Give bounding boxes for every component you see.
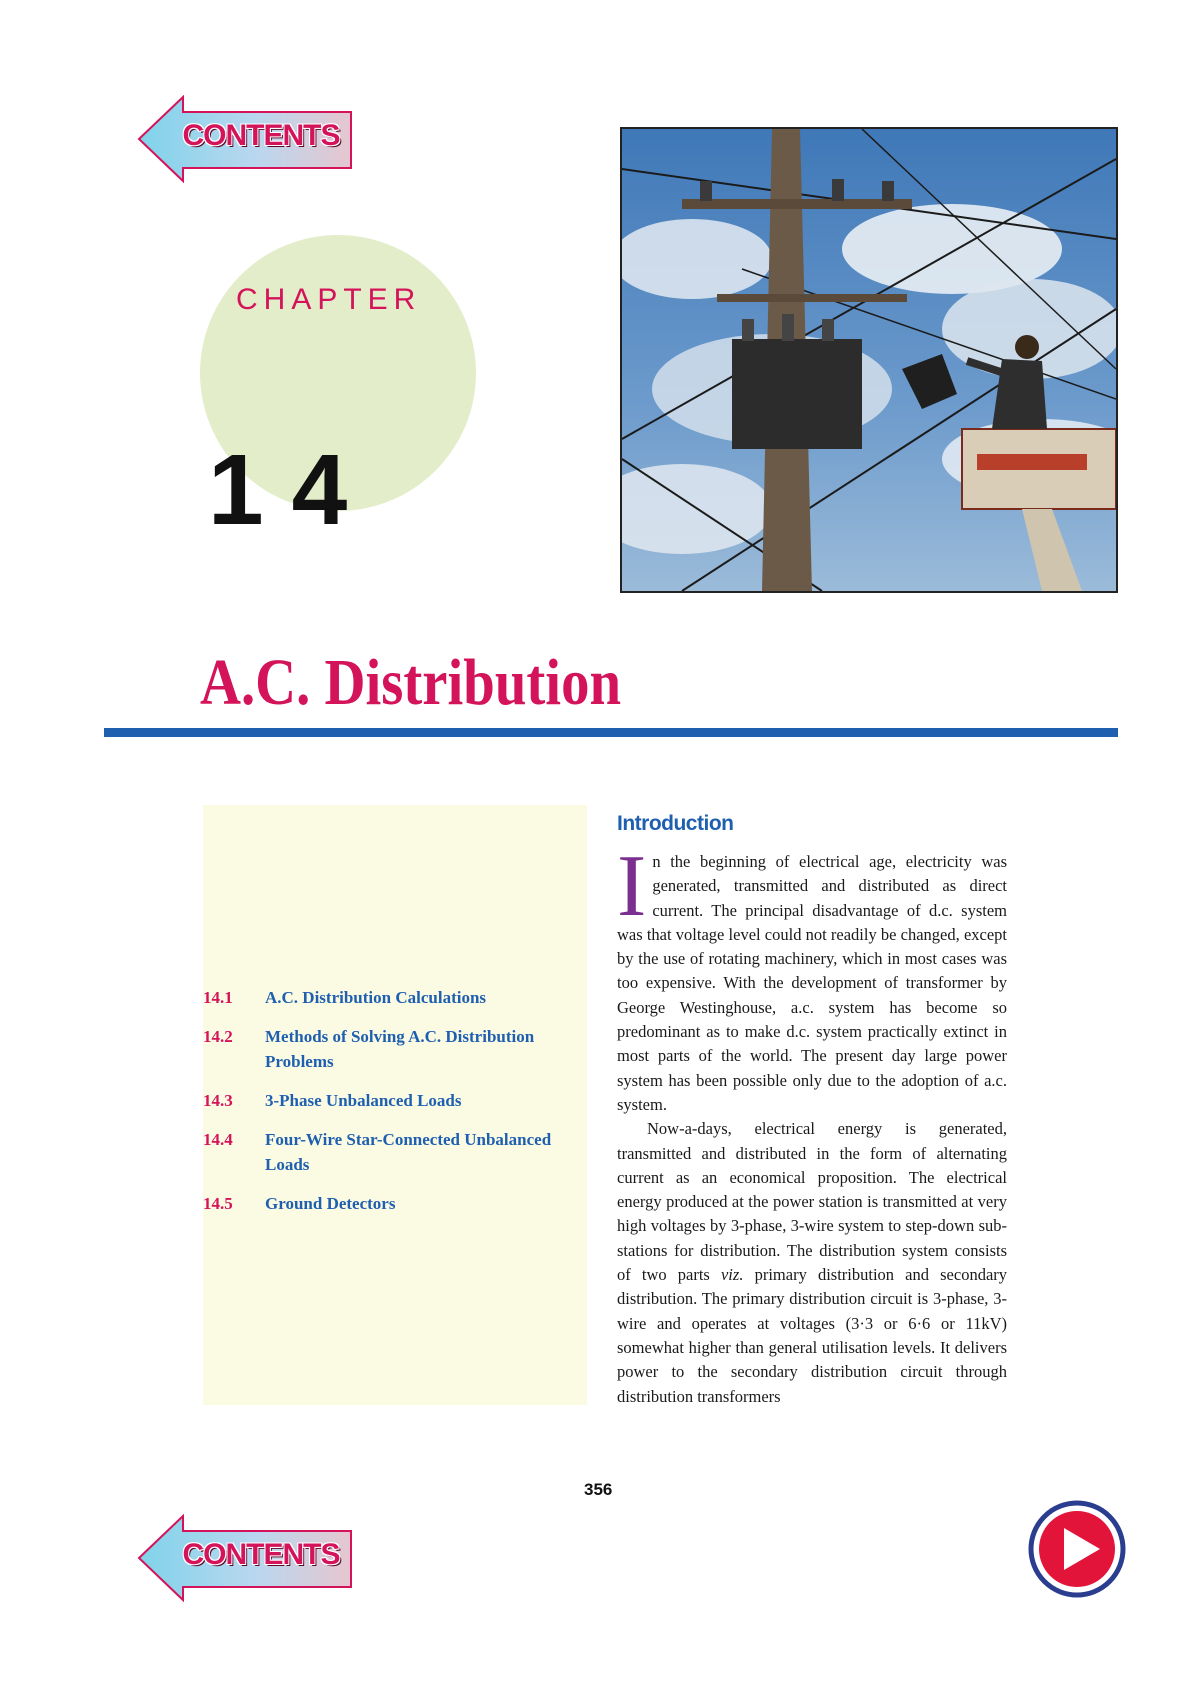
contents-label: CONTENTS <box>182 119 340 152</box>
toc-number: 14.5 <box>203 1194 233 1213</box>
toc-list <box>203 985 587 1230</box>
toc-number: 14.2 <box>203 1027 233 1046</box>
page-number: 356 <box>584 1480 613 1499</box>
introduction-body <box>617 838 1008 1409</box>
drop-cap: I <box>617 838 647 935</box>
toc-item[interactable] <box>203 1127 587 1177</box>
chapter-word: CHAPTER <box>236 283 422 316</box>
contents-button-top[interactable] <box>137 95 357 185</box>
toc-text: A.C. Distribution Calculations <box>265 988 487 1007</box>
chapter-contents-box <box>203 805 587 1405</box>
toc-number: 14.4 <box>203 1130 233 1149</box>
toc-text: Four-Wire Star-Connected Unbalanced Loads <box>265 1130 552 1174</box>
toc-item[interactable] <box>203 1088 587 1113</box>
toc-item[interactable] <box>203 985 587 1010</box>
toc-number: 14.1 <box>203 988 233 1007</box>
toc-text: 3-Phase Unbalanced Loads <box>265 1091 462 1110</box>
toc-text: Methods of Solving A.C. Distribution Problems <box>265 1027 535 1071</box>
contents-button-bottom[interactable] <box>137 1514 357 1604</box>
intro-paragraph-2-text-a: Now-a-days, electrical energy is generated, transmitted and distributed in the form of alternating current as an economical proposition. The electrical energy produced at the power station is transmitted at very high voltages by 3-phase, 3-wire system to step-down sub-stations for distribution. The distribution system consists of two parts <box>617 1119 1007 1285</box>
contents-label: CONTENTS <box>182 1538 340 1571</box>
toc-item[interactable] <box>203 1024 587 1074</box>
chapter-number: 14 <box>208 434 376 546</box>
play-arrow-icon <box>1028 1500 1126 1598</box>
chapter-title: A.C. Distribution <box>200 646 622 719</box>
next-page-button[interactable] <box>1028 1500 1126 1598</box>
intro-paragraph-2-text-b: primary distribution and secondary distribution. The primary distribution circuit is 3-phase, 3-wire and operates at voltages (3·3 or 6·6 or 11kV) somewhat higher than general utilisation levels. It delivers power to the secondary distribution circuit through distribution transformers <box>617 1265 1008 1406</box>
toc-text: Ground Detectors <box>265 1194 396 1213</box>
toc-item[interactable] <box>203 1191 587 1216</box>
intro-paragraph-1-text: n the beginning of electrical age, electricity was generated, transmitted and distributed as direct current. The principal disadvantage of d.c. system was that voltage level could not readily be changed, except by the use of rotating machinery, which in most cases was too expensive. With the development of transformer by George Westinghouse, a.c. system has become so predominant as to make d.c. system practically extinct in most parts of the world. The present day large power system has been possible only due to the adoption of a.c. system. <box>617 852 1007 1114</box>
line-worker-transformer-photo <box>620 127 1118 593</box>
viz-italic: viz. <box>720 1265 744 1285</box>
intro-paragraph-1 <box>617 838 1007 1117</box>
intro-paragraph-2 <box>617 1117 1007 1409</box>
title-rule <box>104 728 1118 737</box>
toc-number: 14.3 <box>203 1091 233 1110</box>
introduction-heading: Introduction <box>617 812 734 835</box>
